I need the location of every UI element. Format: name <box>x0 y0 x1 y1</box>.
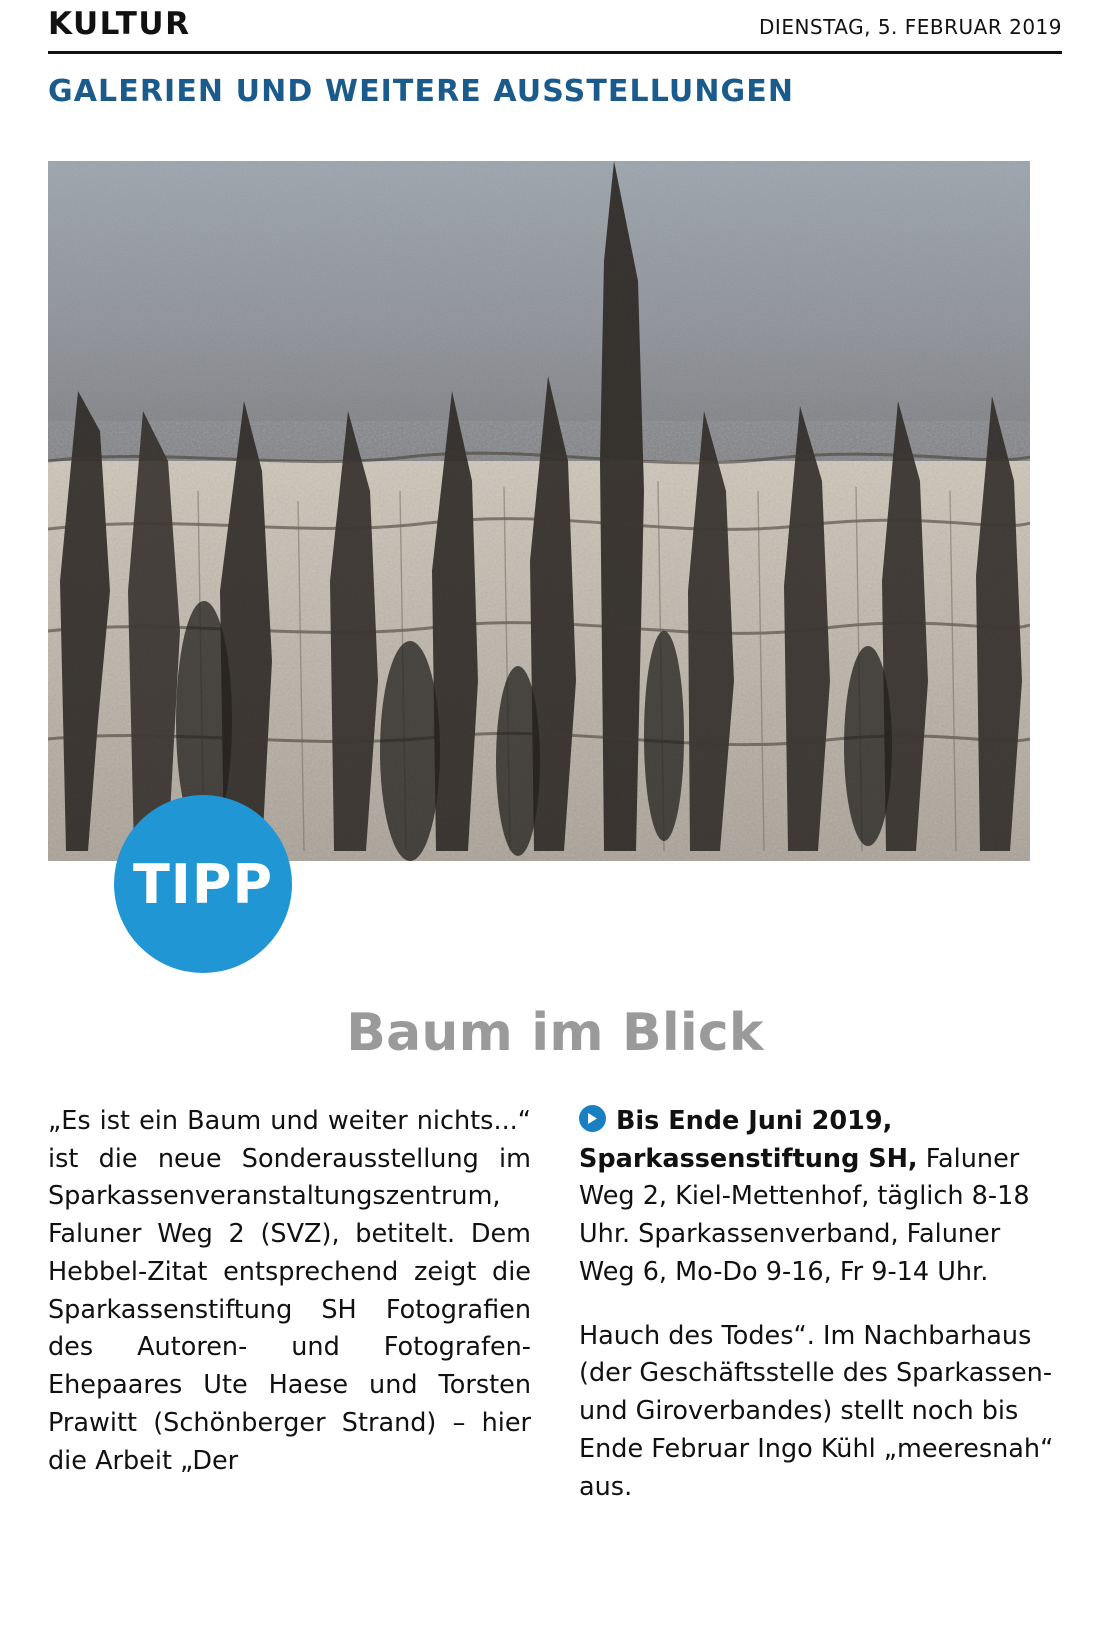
body-column-left <box>48 1103 531 1532</box>
tipp-badge: TIPP <box>114 795 292 973</box>
masthead <box>48 0 1062 42</box>
article-body <box>48 1103 1062 1532</box>
dateline: DIENSTAG, 5. FEBRUAR 2019 <box>759 15 1062 39</box>
photo-block <box>48 161 1062 916</box>
article-paragraph-right: Hauch des Todes“. Im Nachbarhaus (der Geschäftsstelle des Sparkassen- und Giroverbandes) stellt noch bis Ende Februar Ingo Kühl „meeresnah“ aus. <box>579 1320 1054 1502</box>
body-column-right <box>579 1103 1062 1532</box>
header-divider <box>48 51 1062 54</box>
section-kicker: GALERIEN UND WEITERE AUSSTELLUNGEN <box>48 74 795 109</box>
bark-photo-illustration <box>48 161 1030 861</box>
article-headline: Baum im Blick <box>346 1003 764 1063</box>
arrow-right-circle-icon <box>579 1105 606 1132</box>
article-photo <box>48 161 1030 861</box>
info-bold-text: Bis Ende Juni 2019, Sparkassenstiftung SH, <box>579 1106 918 1174</box>
article-paragraph-left: „Es ist ein Baum und weiter nichts...“ ist die neue Sonderausstellung im Sparkassenveranstaltungszentrum, Faluner Weg 2 (SVZ), betitelt. Dem Hebbel-Zitat entsprechend zeigt die Sparkassenstiftung SH Fotografien des Autoren- und Fotografen-Ehepaares Ute Haese und Torsten Prawitt (Schönberger Strand) – hier die Arbeit „Der <box>48 1106 531 1476</box>
section-title: KULTUR <box>48 6 191 42</box>
info-rest-text: Faluner Weg 2, Kiel-Mettenhof, täglich 8-18 Uhr. Sparkassenverband, Faluner Weg 6, Mo-Do 9-16, Fr 9-14 Uhr. <box>579 1143 1030 1287</box>
info-paragraph <box>579 1103 1062 1292</box>
